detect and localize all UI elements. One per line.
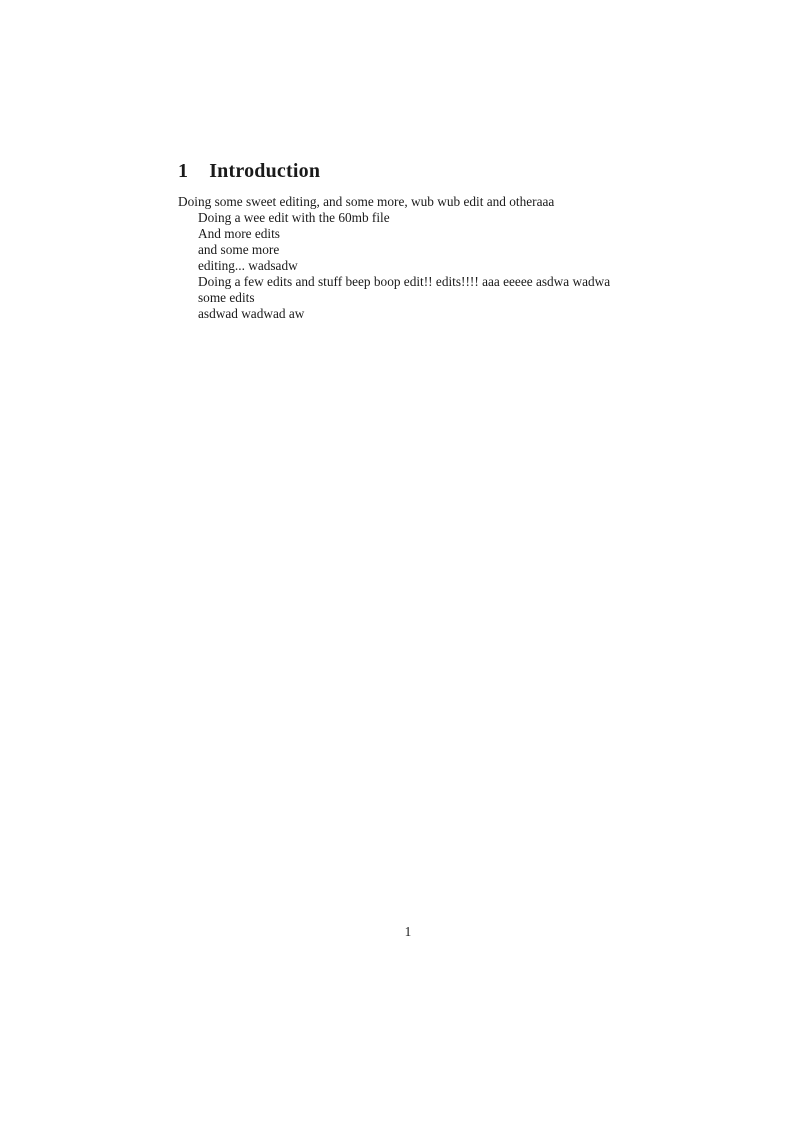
body-text bbox=[178, 194, 644, 322]
paragraph: asdwad wadwad aw bbox=[198, 306, 305, 321]
page-number: 1 bbox=[404, 924, 412, 939]
paragraph: And more edits bbox=[198, 226, 280, 241]
paragraph: some edits bbox=[198, 290, 255, 305]
section-number: 1 bbox=[178, 160, 189, 182]
section-heading bbox=[178, 160, 320, 183]
paragraph: Doing some sweet editing, and some more, wub wub edit and otheraaa bbox=[178, 194, 555, 209]
paragraph: Doing a wee edit with the 60mb file bbox=[198, 210, 390, 225]
paragraph: Doing a few edits and stuff beep boop edit!! edits!!!! aaa eeeee asdwa wadwa bbox=[198, 274, 611, 289]
page-footer bbox=[178, 924, 638, 940]
paragraph: editing... wadsadw bbox=[198, 258, 298, 273]
section-title: Introduction bbox=[209, 160, 321, 182]
paragraph: and some more bbox=[198, 242, 280, 257]
